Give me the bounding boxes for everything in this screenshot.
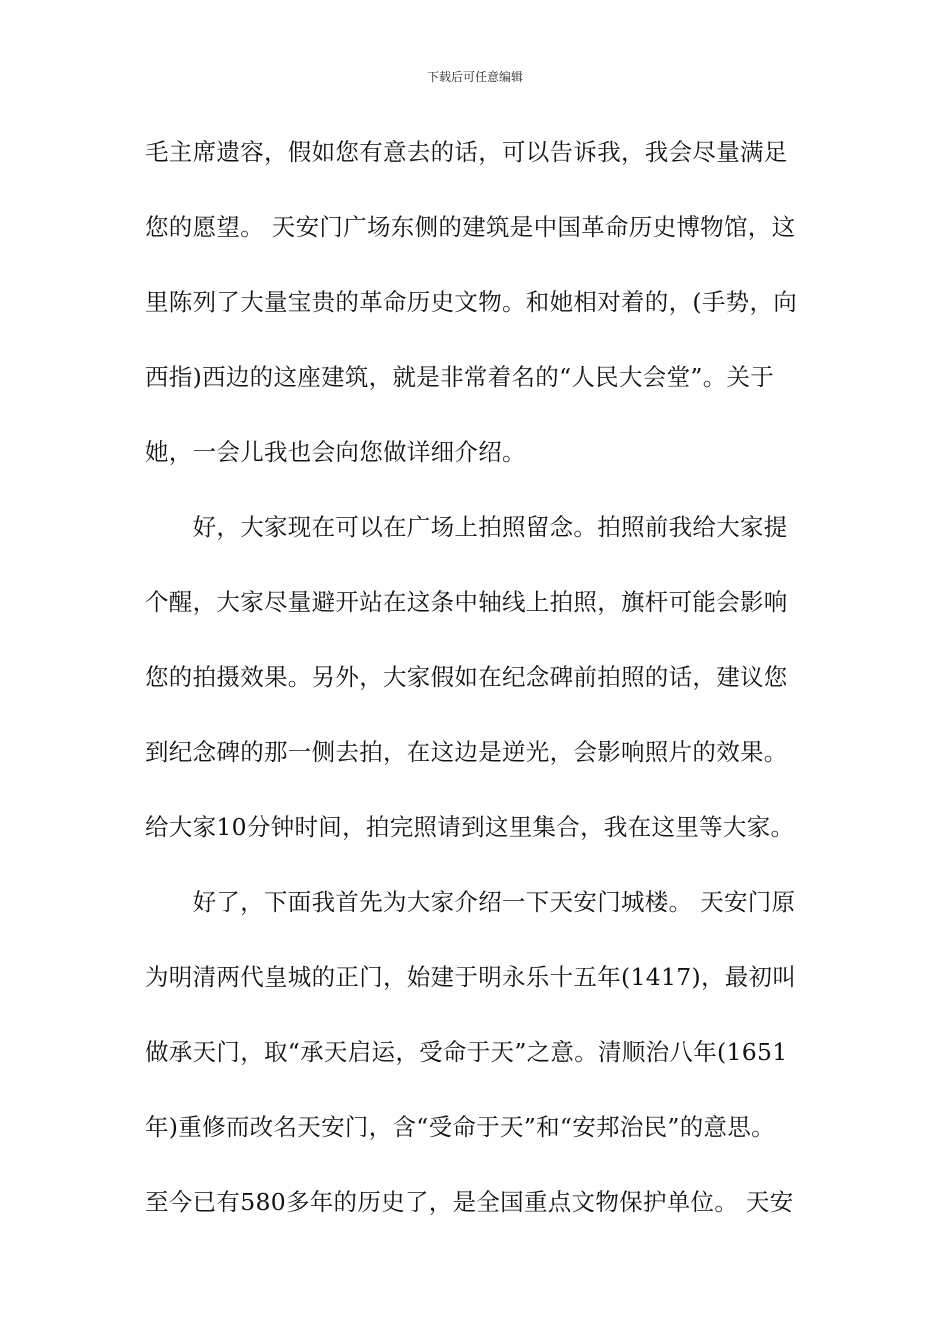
text-line: 毛主席遗容，假如您有意去的话，可以告诉我，我会尽量满足 bbox=[145, 138, 788, 166]
text-line: 做承天门，取“承天启运，受命于天”之意。清顺治八年(1651 bbox=[145, 1038, 788, 1066]
text-line: 您的拍摄效果。另外，大家假如在纪念碑前拍照的话，建议您 bbox=[145, 663, 788, 691]
text-line: 为明清两代皇城的正门，始建于明永乐十五年(1417)，最初叫 bbox=[145, 963, 797, 991]
text-line: 好，大家现在可以在广场上拍照留念。拍照前我给大家提 bbox=[145, 513, 788, 541]
text-line: 她，一会儿我也会向您做详细介绍。 bbox=[145, 438, 526, 466]
text-line: 至今已有580多年的历史了，是全国重点文物保护单位。 天安 bbox=[145, 1188, 794, 1216]
page-header: 下载后可任意编辑 bbox=[426, 70, 523, 84]
text-line: 给大家10分钟时间，拍完照请到这里集合，我在这里等大家。 bbox=[145, 813, 795, 841]
text-line: 到纪念碑的那一侧去拍，在这边是逆光，会影响照片的效果。 bbox=[145, 738, 788, 766]
text-line: 年)重修而改名天安门，含“受命于天”和“安邦治民”的意思。 bbox=[145, 1113, 775, 1141]
text-line: 个醒，大家尽量避开站在这条中轴线上拍照，旗杆可能会影响 bbox=[145, 588, 788, 616]
text-line: 好了，下面我首先为大家介绍一下天安门城楼。 天安门原 bbox=[145, 888, 796, 916]
text-line: 西指)西边的这座建筑，就是非常着名的“人民大会堂”。关于 bbox=[145, 363, 775, 391]
text-line: 里陈列了大量宝贵的革命历史文物。和她相对着的，(手势，向 bbox=[145, 288, 798, 316]
text-line: 您的愿望。 天安门广场东侧的建筑是中国革命历史博物馆，这 bbox=[145, 213, 796, 241]
